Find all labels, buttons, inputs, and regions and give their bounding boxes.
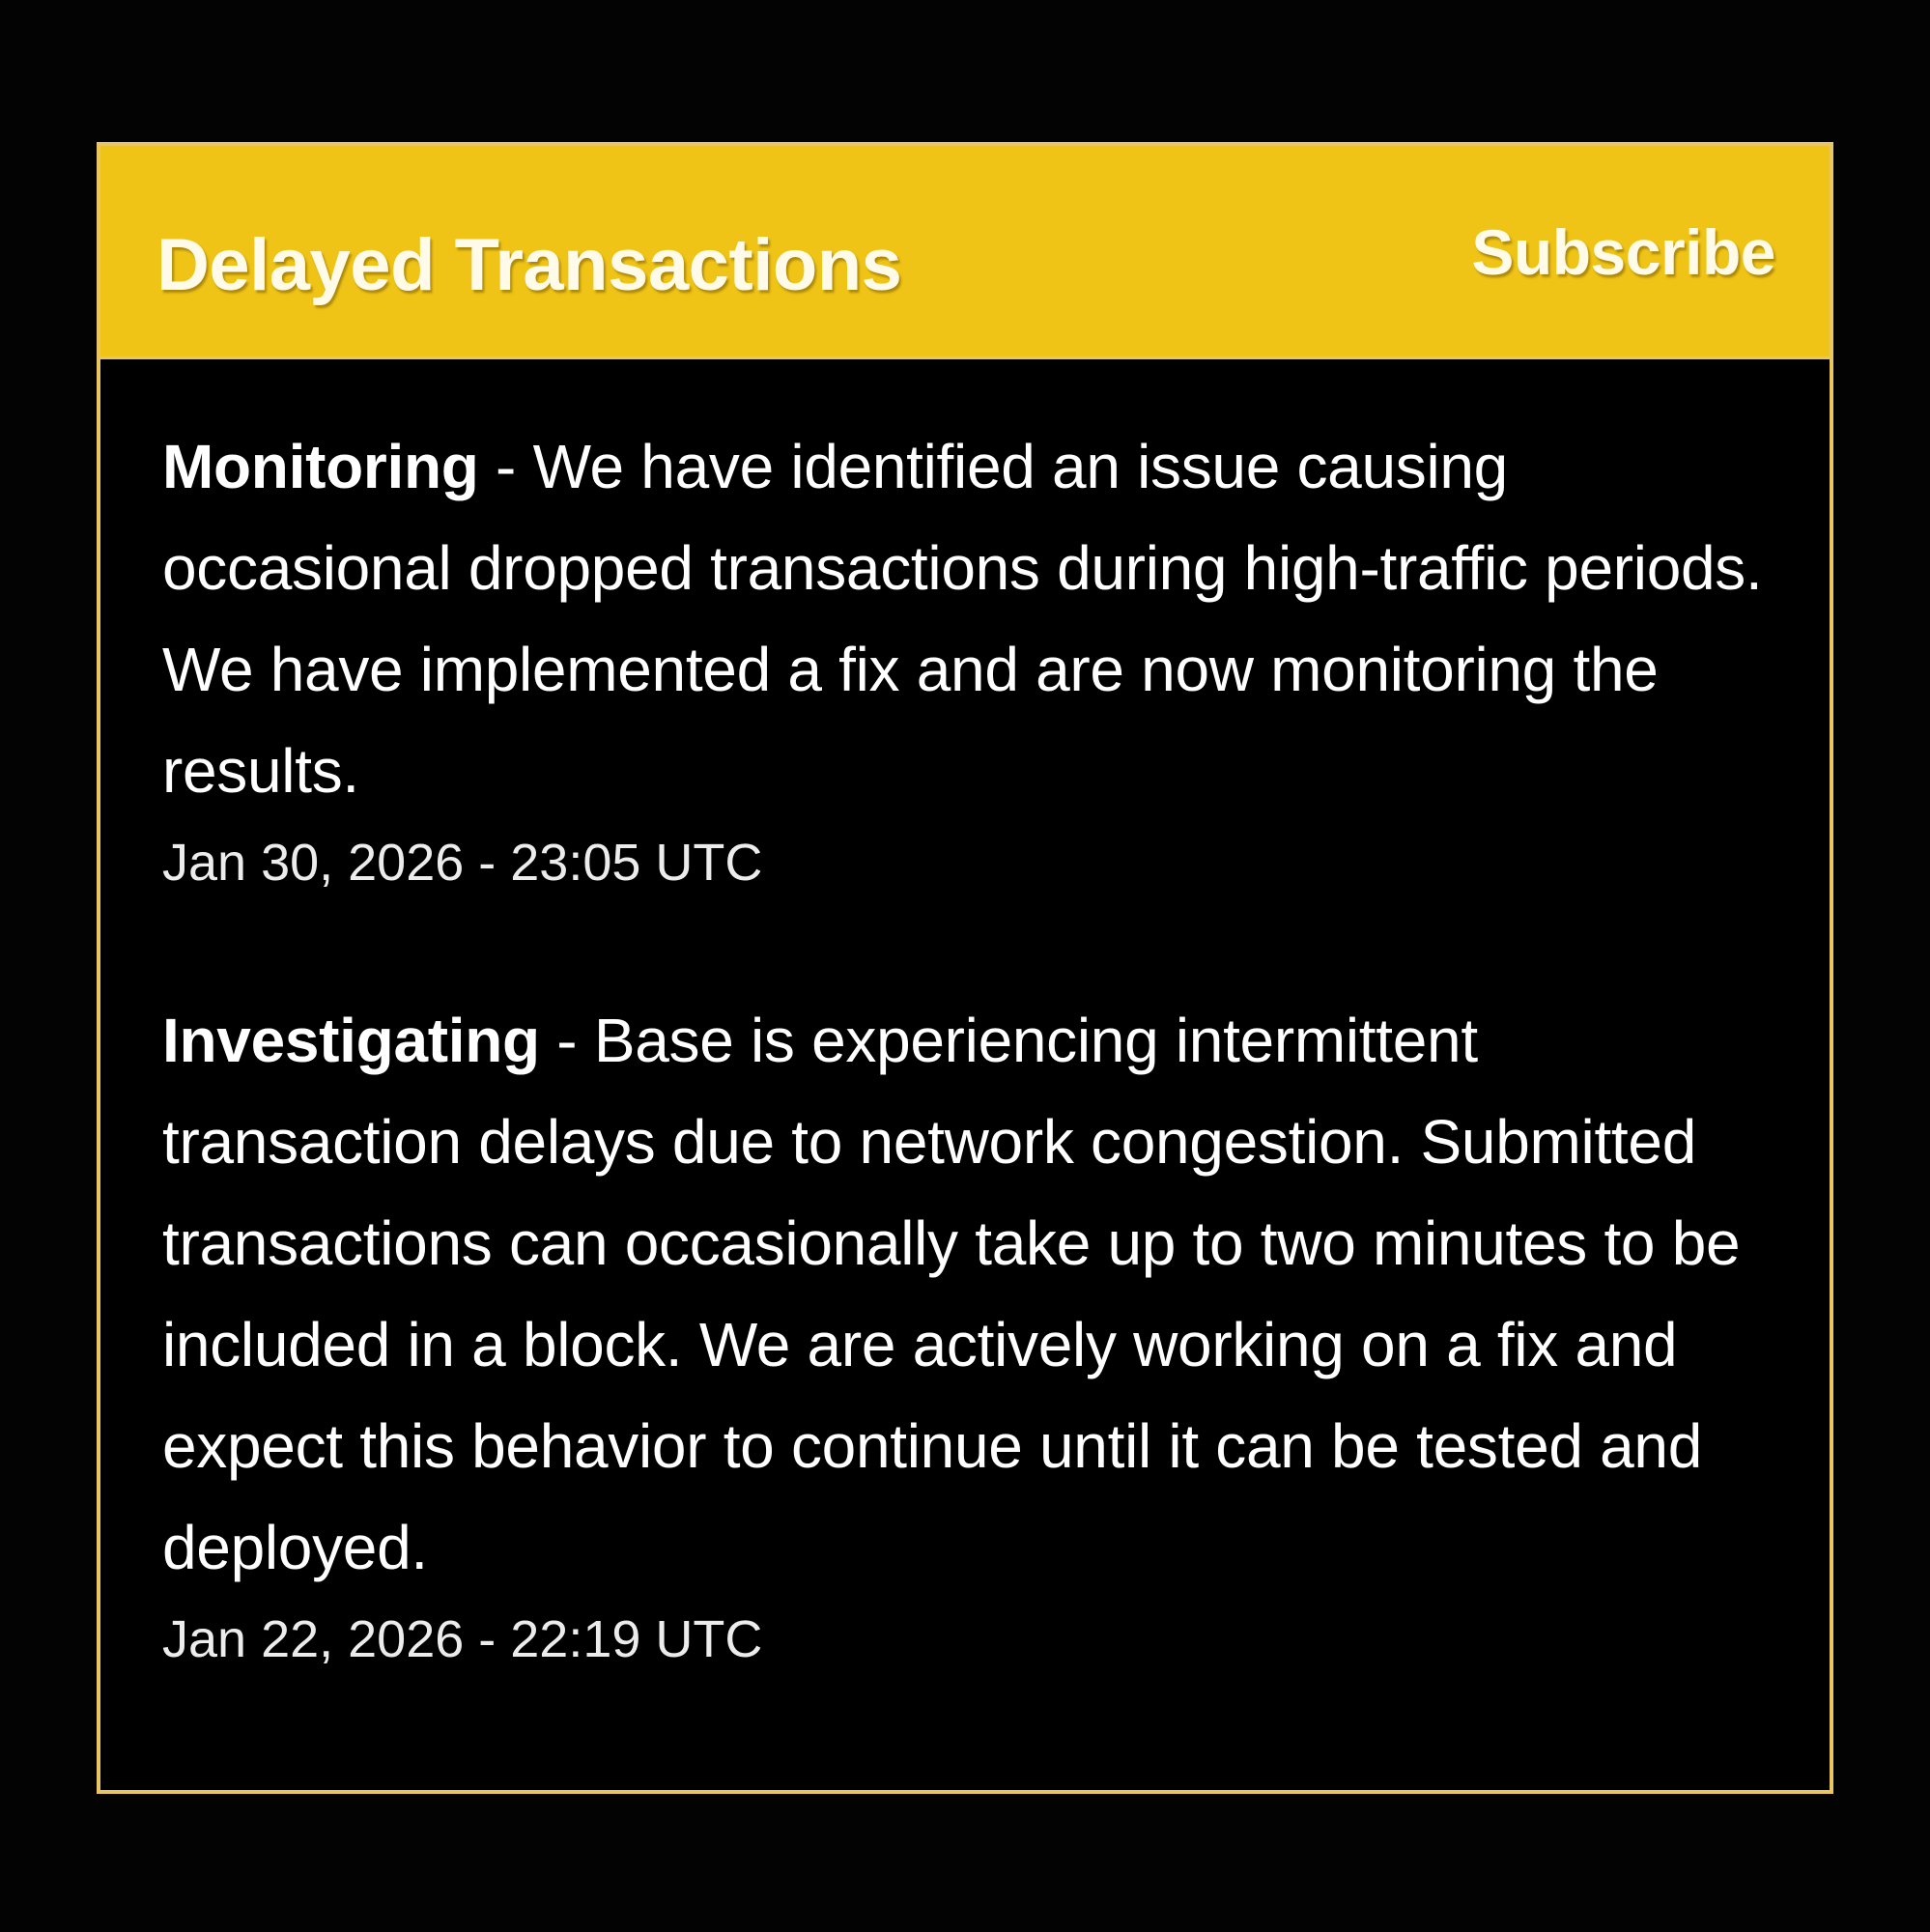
incident-title: Delayed Transactions bbox=[156, 224, 902, 306]
update-status: Monitoring bbox=[162, 432, 479, 501]
update-timestamp: Jan 22, 2026 - 22:19 UTC bbox=[162, 1610, 763, 1668]
subscribe-button[interactable]: Subscribe bbox=[1471, 216, 1775, 288]
incident-header bbox=[100, 146, 1830, 359]
update-body bbox=[162, 990, 1785, 1599]
incident-update bbox=[162, 990, 1785, 1678]
update-status: Investigating bbox=[162, 1006, 540, 1075]
incident-card bbox=[97, 142, 1833, 1794]
update-separator: - bbox=[539, 1006, 594, 1075]
update-separator: - bbox=[478, 432, 533, 501]
update-message: We have identified an issue causing occasional dropped transactions during high-traffic periods. We have implemented a fix and are now monitoring the results. bbox=[162, 432, 1763, 806]
update-timestamp: Jan 30, 2026 - 23:05 UTC bbox=[162, 834, 763, 892]
update-body bbox=[162, 416, 1785, 822]
incident-update bbox=[162, 416, 1785, 901]
update-message: Base is experiencing intermittent transaction delays due to network congestion. Submitted transactions can occasionally take up to two minutes to be included in a block. We are actively working on a fix and expect this behavior to continue until it can be tested and deployed. bbox=[162, 1006, 1741, 1582]
incident-updates bbox=[162, 416, 1785, 1767]
